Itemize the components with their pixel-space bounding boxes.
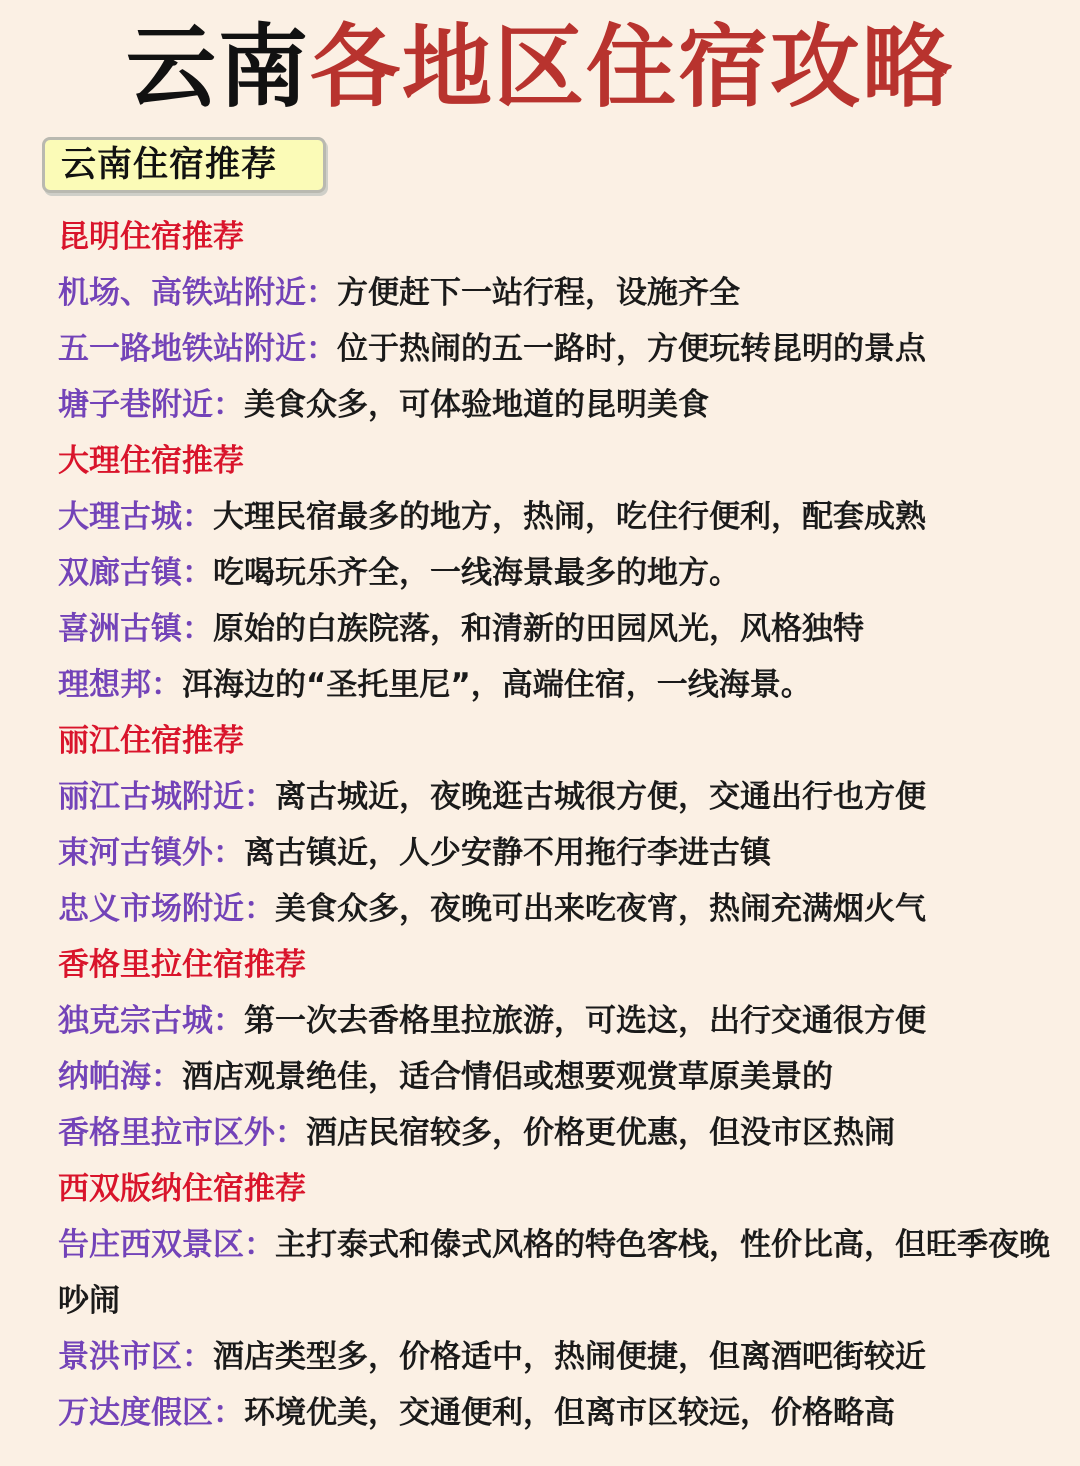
list-item xyxy=(58,769,1058,825)
content xyxy=(58,209,1058,1441)
item-desc: 离古城近，夜晚逛古城很方便，交通出行也方便 xyxy=(275,779,926,815)
item-key: 独克宗古城： xyxy=(58,1003,244,1039)
item-key: 五一路地铁站附近： xyxy=(58,331,337,367)
item-key: 景洪市区： xyxy=(58,1339,213,1375)
list-item xyxy=(58,1329,1058,1385)
list-item xyxy=(58,1385,1058,1441)
item-desc: 酒店观景绝佳，适合情侣或想要观赏草原美景的 xyxy=(182,1059,833,1095)
list-item xyxy=(58,993,1058,1049)
item-desc: 主打泰式和傣式风格的特色客栈，性价比高，但旺季夜晚吵闹 xyxy=(58,1227,1050,1319)
item-desc: 第一次去香格里拉旅游，可选这，出行交通很方便 xyxy=(244,1003,926,1039)
list-item xyxy=(58,657,1058,713)
page-title-part1: 云南 xyxy=(126,15,310,120)
list-item xyxy=(58,321,1058,377)
item-desc: 方便赶下一站行程，设施齐全 xyxy=(337,275,740,311)
item-key: 双廊古镇： xyxy=(58,555,213,591)
item-desc: 环境优美，交通便利，但离市区较远，价格略高 xyxy=(244,1395,895,1431)
section-title: 大理住宿推荐 xyxy=(58,443,244,479)
item-key: 喜洲古镇： xyxy=(58,611,213,647)
item-key: 塘子巷附近： xyxy=(58,387,244,423)
section-xishuangbanna xyxy=(58,1161,1058,1441)
item-key: 香格里拉市区外： xyxy=(58,1115,306,1151)
section-tag: 云南住宿推荐 xyxy=(42,137,326,193)
section-shangri-la xyxy=(58,937,1058,1161)
list-item xyxy=(58,601,1058,657)
item-desc: 原始的白族院落，和清新的田园风光，风格独特 xyxy=(213,611,864,647)
list-item xyxy=(58,1049,1058,1105)
item-key: 万达度假区： xyxy=(58,1395,244,1431)
item-desc: 洱海边的“圣托里尼”，高端住宿，一线海景。 xyxy=(182,667,812,703)
list-item xyxy=(58,265,1058,321)
page-title xyxy=(0,15,1080,120)
item-key: 纳帕海： xyxy=(58,1059,182,1095)
section-title: 西双版纳住宿推荐 xyxy=(58,1171,306,1207)
list-item xyxy=(58,489,1058,545)
list-item xyxy=(58,881,1058,937)
item-desc: 吃喝玩乐齐全，一线海景最多的地方。 xyxy=(213,555,740,591)
item-desc: 美食众多，可体验地道的昆明美食 xyxy=(244,387,709,423)
section-title: 丽江住宿推荐 xyxy=(58,723,244,759)
item-desc: 位于热闹的五一路时，方便玩转昆明的景点 xyxy=(337,331,926,367)
page-title-part2: 各地区住宿攻略 xyxy=(310,15,954,120)
list-item xyxy=(58,825,1058,881)
list-item xyxy=(58,1105,1058,1161)
section-dali xyxy=(58,433,1058,713)
list-item xyxy=(58,377,1058,433)
item-key: 丽江古城附近： xyxy=(58,779,275,815)
list-item xyxy=(58,545,1058,601)
item-key: 理想邦： xyxy=(58,667,182,703)
item-key: 忠义市场附近： xyxy=(58,891,275,927)
item-desc: 美食众多，夜晚可出来吃夜宵，热闹充满烟火气 xyxy=(275,891,926,927)
item-desc: 大理民宿最多的地方，热闹，吃住行便利，配套成熟 xyxy=(213,499,926,535)
item-key: 机场、高铁站附近： xyxy=(58,275,337,311)
section-title: 昆明住宿推荐 xyxy=(58,219,244,255)
list-item xyxy=(58,1217,1058,1329)
item-desc: 离古镇近，人少安静不用拖行李进古镇 xyxy=(244,835,771,871)
section-title: 香格里拉住宿推荐 xyxy=(58,947,306,983)
item-key: 束河古镇外： xyxy=(58,835,244,871)
item-desc: 酒店民宿较多，价格更优惠，但没市区热闹 xyxy=(306,1115,895,1151)
section-lijiang xyxy=(58,713,1058,937)
item-key: 告庄西双景区： xyxy=(58,1227,275,1263)
item-key: 大理古城： xyxy=(58,499,213,535)
section-kunming xyxy=(58,209,1058,433)
item-desc: 酒店类型多，价格适中，热闹便捷，但离酒吧街较近 xyxy=(213,1339,926,1375)
